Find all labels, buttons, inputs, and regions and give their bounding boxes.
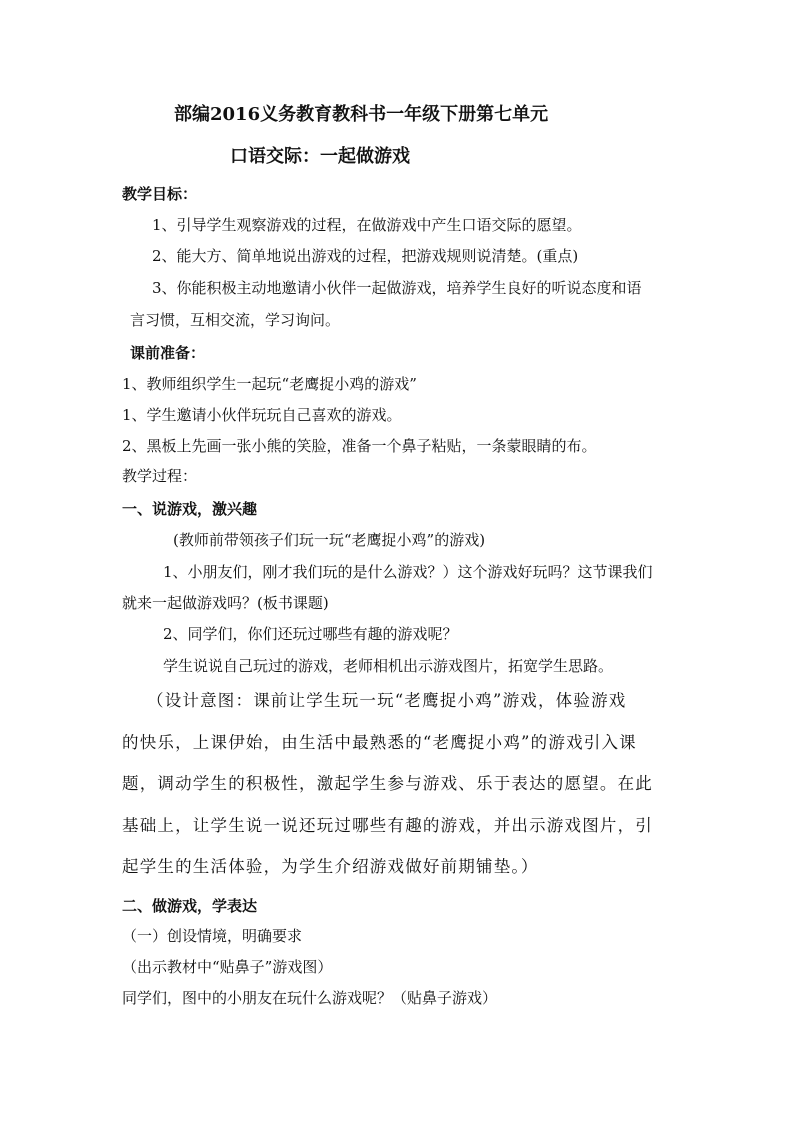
section-line: 2、同学们，你们还玩过哪些有趣的游戏呢？ [163,625,458,643]
design-intent-line: 基础上，让学生说一说还玩过哪些有趣的游戏，并出示游戏图片，引 [122,816,653,835]
document-title: 部编2016义务教育教科书一年级下册第七单元 [174,104,549,125]
objective-item: 3、你能积极主动地邀请小伙伴一起做游戏，培养学生良好的听说态度和语 [152,279,642,297]
preparation-item: 2、黑板上先画一张小熊的笑脸，准备一个鼻子粘贴，一条蒙眼睛的布。 [122,437,597,455]
document-subtitle: 口语交际：一起做游戏 [230,146,410,167]
section-line: 同学们，图中的小朋友在玩什么游戏呢？（贴鼻子游戏） [122,989,498,1007]
process-heading: 教学过程： [122,467,198,485]
preparation-heading: 课前准备： [130,344,206,362]
design-intent-line: 起学生的生活体验，为学生介绍游戏做好前期铺垫。） [122,857,539,876]
section-heading: 二、做游戏，学表达 [122,897,258,915]
section-line: （一）创设情境，明确要求 [122,927,303,945]
objective-item: 2、能大方、简单地说出游戏的过程，把游戏规则说清楚。(重点) [152,247,579,265]
objective-item-continuation: 言习惯，互相交流，学习询问。 [130,311,341,329]
preparation-item: 1、学生邀请小伙伴玩玩自己喜欢的游戏。 [122,406,402,424]
section-line: （出示教材中“贴鼻子”游戏图） [122,958,333,976]
preparation-item: 1、教师组织学生一起玩“老鹰捉小鸡的游戏” [122,375,417,393]
objective-item: 1、引导学生观察游戏的过程，在做游戏中产生口语交际的愿望。 [152,216,582,234]
section-line: 学生说说自己玩过的游戏，老师相机出示游戏图片，拓宽学生思路。 [163,657,614,675]
design-intent-line: （设计意图：课前让学生玩一玩“老鹰捉小鸡”游戏，体验游戏 [147,691,627,710]
design-intent-line: 的快乐，上课伊始，由生活中最熟悉的“老鹰捉小鸡”的游戏引入课 [122,733,637,752]
design-intent-line: 题，调动学生的积极性，激起学生参与游戏、乐于表达的愿望。在此 [122,774,653,793]
section-line: (教师前带领孩子们玩一玩“老鹰捉小鸡”的游戏) [173,531,486,549]
section-line: 1、小朋友们，刚才我们玩的是什么游戏？）这个游戏好玩吗？这节课我们 [163,563,653,581]
section-line: 就来一起做游戏吗？(板书课题) [122,594,329,612]
objectives-heading: 教学目标： [122,185,198,203]
section-heading: 一、说游戏，激兴趣 [122,500,258,518]
